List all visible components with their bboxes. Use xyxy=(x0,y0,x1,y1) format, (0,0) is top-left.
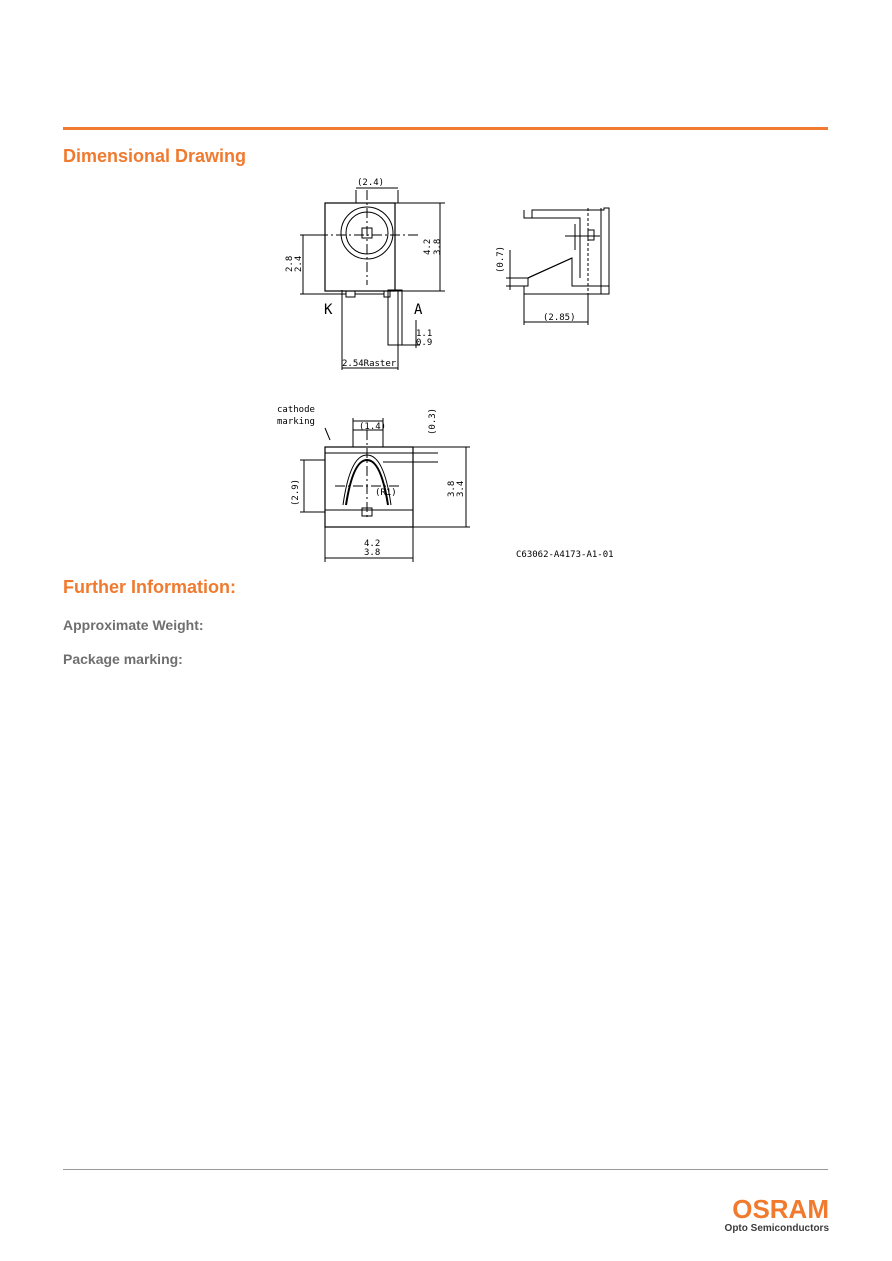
lead-dim-min: 0.9 xyxy=(416,338,433,348)
pin-a-label: A xyxy=(414,302,423,318)
radius-label: (R1) xyxy=(375,488,397,498)
side-view xyxy=(506,208,609,325)
pin-k-label: K xyxy=(324,302,333,318)
logo-wordmark: OSRAM xyxy=(732,1194,829,1224)
cathode-label-1: cathode xyxy=(277,405,315,415)
drawing-reference: C63062-A4173-A1-01 xyxy=(516,550,614,560)
logo-subtitle: Opto Semiconductors xyxy=(724,1223,829,1234)
pin-pitch: 2.54Raster xyxy=(342,359,397,369)
bottom-width-max: 4.2 xyxy=(364,539,381,549)
dimensional-drawing-heading: Dimensional Drawing xyxy=(63,146,247,166)
bottom-view-labels xyxy=(277,405,466,558)
front-height-max: 4.2 xyxy=(423,238,433,255)
footer-rule xyxy=(63,1169,828,1170)
front-view-labels xyxy=(285,178,443,369)
front-height-min: 3.8 xyxy=(433,238,443,255)
bottom-right-small-dim: (0.3) xyxy=(428,407,438,435)
front-left-min: 2.4 xyxy=(294,255,304,272)
osram-logo xyxy=(713,1195,829,1235)
bottom-top-dim: (1.4) xyxy=(359,422,387,432)
bottom-height-max: 3.8 xyxy=(447,480,457,497)
header-rule xyxy=(63,127,828,130)
bottom-width-min: 3.8 xyxy=(364,548,381,558)
front-left-max: 2.8 xyxy=(285,255,295,272)
side-view-labels xyxy=(496,246,576,323)
cathode-label-2: marking xyxy=(277,417,315,427)
package-marking-label: Package marking: xyxy=(63,651,183,667)
approximate-weight-label: Approximate Weight: xyxy=(63,617,204,633)
side-left-dim: (0.7) xyxy=(496,245,506,273)
side-bottom-dim: (2.85) xyxy=(543,313,576,323)
bottom-height-min: 3.4 xyxy=(456,480,466,497)
dimensional-drawing xyxy=(270,170,630,565)
bottom-left-dim: (2.9) xyxy=(291,478,301,506)
front-top-dim: (2.4) xyxy=(357,178,385,188)
lead-dim-max: 1.1 xyxy=(416,329,433,339)
further-information-heading: Further Information: xyxy=(63,577,236,597)
